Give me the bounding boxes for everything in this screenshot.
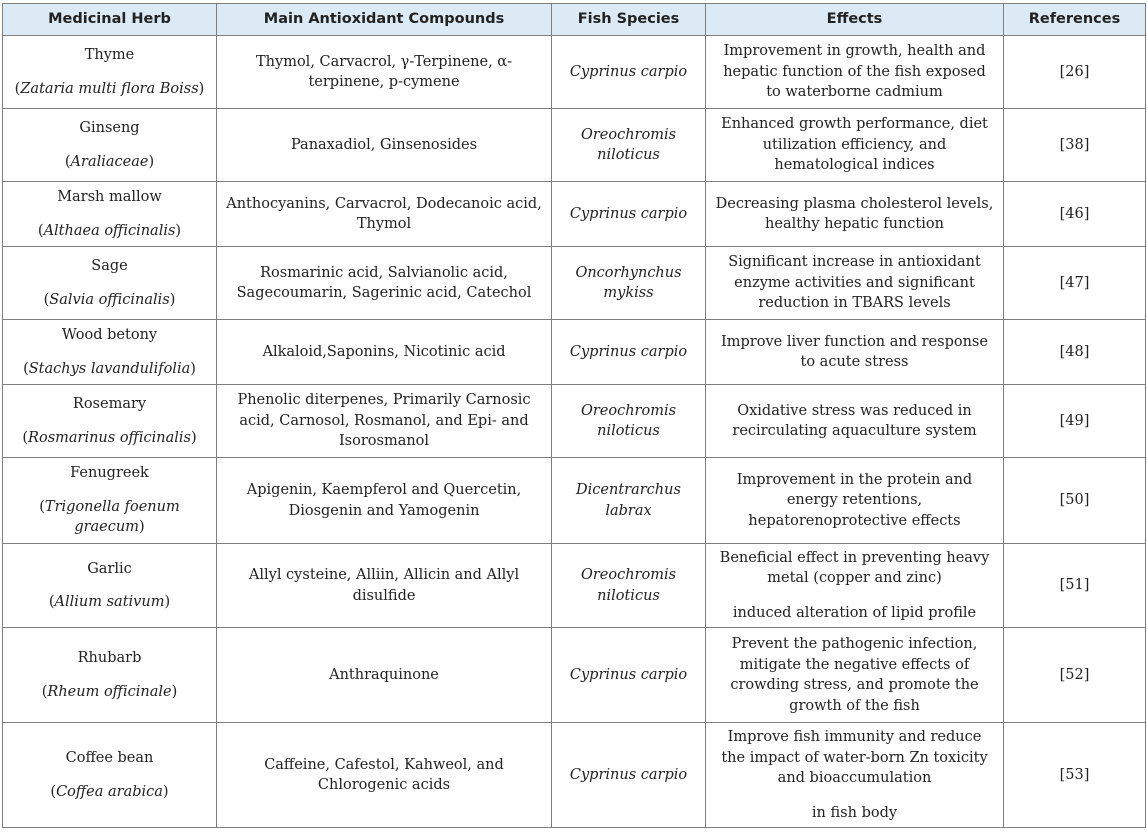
herb-cell: Fenugreek (Trigonella foenum graecum) xyxy=(3,458,217,544)
table-row xyxy=(3,723,1146,828)
table-row xyxy=(3,628,1146,723)
effects-text: Improve liver function and response to acute stress xyxy=(721,333,988,370)
effects-cell xyxy=(706,385,1004,458)
effects-text: Improvement in the protein and energy retentions, hepatorenoprotective effects xyxy=(736,471,973,529)
herb-name: Thyme xyxy=(84,47,135,63)
compounds-cell: Phenolic diterpenes, Primarily Carnosic acid, Carnosol, Rosmanol, and Epi- and Isorosmanol xyxy=(217,385,552,458)
header-row xyxy=(3,4,1146,36)
herb-cell: Wood betony (Stachys lavandulifolia) xyxy=(3,320,217,385)
compounds-cell: Allyl cysteine, Alliin, Allicin and Allyl disulfide xyxy=(217,544,552,628)
effects-cell xyxy=(706,628,1004,723)
reference-cell: [38] xyxy=(1004,109,1146,182)
table-row xyxy=(3,544,1146,628)
table-header xyxy=(3,4,1146,36)
effects-text: induced alteration of lipid profile xyxy=(732,604,977,621)
fish-species-cell: Cyprinus carpio xyxy=(552,182,706,247)
herb-scientific-name: Trigonella foenum graecum xyxy=(44,498,180,536)
compounds-cell: Anthraquinone xyxy=(217,628,552,723)
effects-text: Beneficial effect in preventing heavy metal (copper and zinc) xyxy=(719,549,990,587)
herb-name: Marsh mallow xyxy=(57,189,162,205)
herb-scientific-name: Araliaceae xyxy=(70,153,149,170)
effects-cell xyxy=(706,247,1004,320)
reference-cell: [49] xyxy=(1004,385,1146,458)
herb-scientific-name: Coffea arabica xyxy=(56,783,163,800)
herb-cell: Thyme (Zataria multi flora Boiss) xyxy=(3,36,217,109)
reference-cell: [51] xyxy=(1004,544,1146,628)
effects-text: Improve fish immunity and reduce the impact of water-born Zn toxicity and bioaccumulation xyxy=(721,729,988,786)
fish-species-cell: Cyprinus carpio xyxy=(552,628,706,723)
compounds-cell: Thymol, Carvacrol, γ-Terpinene, α-terpinene, p-cymene xyxy=(217,36,552,109)
herb-name: Wood betony xyxy=(61,327,158,343)
herb-name: Ginseng xyxy=(79,120,140,136)
compounds-cell: Caffeine, Cafestol, Kahweol, and Chlorogenic acids xyxy=(217,723,552,828)
effects-text: Improvement in growth, health and hepatic function of the fish exposed to waterborne cadmium xyxy=(723,43,986,101)
table-row xyxy=(3,247,1146,320)
effects-text: Decreasing plasma cholesterol levels, healthy hepatic function xyxy=(715,195,994,232)
reference-cell: [50] xyxy=(1004,458,1146,544)
herb-name: Coffee bean xyxy=(65,750,154,766)
header-compounds: Main Antioxidant Compounds xyxy=(217,4,552,36)
table-row xyxy=(3,109,1146,182)
table-row xyxy=(3,36,1146,109)
effects-cell xyxy=(706,182,1004,247)
herb-scientific-name: Rheum officinale xyxy=(47,683,172,700)
herb-cell: Garlic (Allium sativum) xyxy=(3,544,217,628)
herb-scientific-name: Zataria multi flora Boiss xyxy=(20,80,199,97)
fish-species-cell: Cyprinus carpio xyxy=(552,320,706,385)
effects-cell xyxy=(706,544,1004,628)
herb-scientific-name: Allium sativum xyxy=(54,594,165,610)
herb-cell: Ginseng (Araliaceae) xyxy=(3,109,217,182)
header-references: References xyxy=(1004,4,1146,36)
reference-cell: [47] xyxy=(1004,247,1146,320)
table-row xyxy=(3,320,1146,385)
effects-cell xyxy=(706,723,1004,828)
effects-cell xyxy=(706,458,1004,544)
table-row xyxy=(3,385,1146,458)
herb-name: Rhubarb xyxy=(77,650,142,666)
table-row xyxy=(3,182,1146,247)
effects-text: Prevent the pathogenic infection, mitigate the negative effects of crowding stress, and promote the growth of the fish xyxy=(730,636,979,714)
herb-name: Garlic xyxy=(87,560,132,577)
fish-species-cell: Oreochromis niloticus xyxy=(552,544,706,628)
effects-cell xyxy=(706,36,1004,109)
fish-species-cell: Oncorhynchus mykiss xyxy=(552,247,706,320)
header-effects: Effects xyxy=(706,4,1004,36)
herb-cell: Coffee bean (Coffea arabica) xyxy=(3,723,217,828)
compounds-cell: Apigenin, Kaempferol and Quercetin, Diosgenin and Yamogenin xyxy=(217,458,552,544)
herb-scientific-name: Althaea officinalis xyxy=(43,222,176,239)
fish-species-cell: Dicentrarchus labrax xyxy=(552,458,706,544)
header-fish-species: Fish Species xyxy=(552,4,706,36)
compounds-cell: Rosmarinic acid, Salvianolic acid, Sagecoumarin, Sagerinic acid, Catechol xyxy=(217,247,552,320)
fish-species-cell: Cyprinus carpio xyxy=(552,723,706,828)
effects-text: in fish body xyxy=(811,804,898,821)
effects-text: Significant increase in antioxidant enzyme activities and significant reduction in TBARS levels xyxy=(728,254,981,312)
reference-cell: [52] xyxy=(1004,628,1146,723)
effects-text: Enhanced growth performance, diet utilization efficiency, and hematological indices xyxy=(721,116,988,174)
herb-cell: Rosemary (Rosmarinus officinalis) xyxy=(3,385,217,458)
compounds-cell: Alkaloid,Saponins, Nicotinic acid xyxy=(217,320,552,385)
reference-cell: [46] xyxy=(1004,182,1146,247)
table-row xyxy=(3,458,1146,544)
fish-species-cell: Oreochromis niloticus xyxy=(552,109,706,182)
effects-text: Oxidative stress was reduced in recirculating aquaculture system xyxy=(732,402,977,439)
herb-scientific-name: Salvia officinalis xyxy=(49,291,170,308)
reference-cell: [53] xyxy=(1004,723,1146,828)
herb-cell: Sage (Salvia officinalis) xyxy=(3,247,217,320)
herb-name: Fenugreek xyxy=(70,465,149,482)
reference-cell: [26] xyxy=(1004,36,1146,109)
header-medicinal-herb: Medicinal Herb xyxy=(3,4,217,36)
herb-scientific-name: Rosmarinus officinalis xyxy=(28,429,191,446)
reference-cell: [48] xyxy=(1004,320,1146,385)
herb-scientific-name: Stachys lavandulifolia xyxy=(28,360,191,377)
herb-name: Sage xyxy=(91,258,128,274)
effects-cell xyxy=(706,320,1004,385)
fish-species-cell: Cyprinus carpio xyxy=(552,36,706,109)
table-body xyxy=(3,36,1146,828)
herb-cell: Rhubarb (Rheum officinale) xyxy=(3,628,217,723)
herbs-table xyxy=(2,3,1146,828)
herb-name: Rosemary xyxy=(72,396,147,412)
effects-cell xyxy=(706,109,1004,182)
herb-cell: Marsh mallow (Althaea officinalis) xyxy=(3,182,217,247)
compounds-cell: Panaxadiol, Ginsenosides xyxy=(217,109,552,182)
compounds-cell: Anthocyanins, Carvacrol, Dodecanoic acid, Thymol xyxy=(217,182,552,247)
fish-species-cell: Oreochromis niloticus xyxy=(552,385,706,458)
